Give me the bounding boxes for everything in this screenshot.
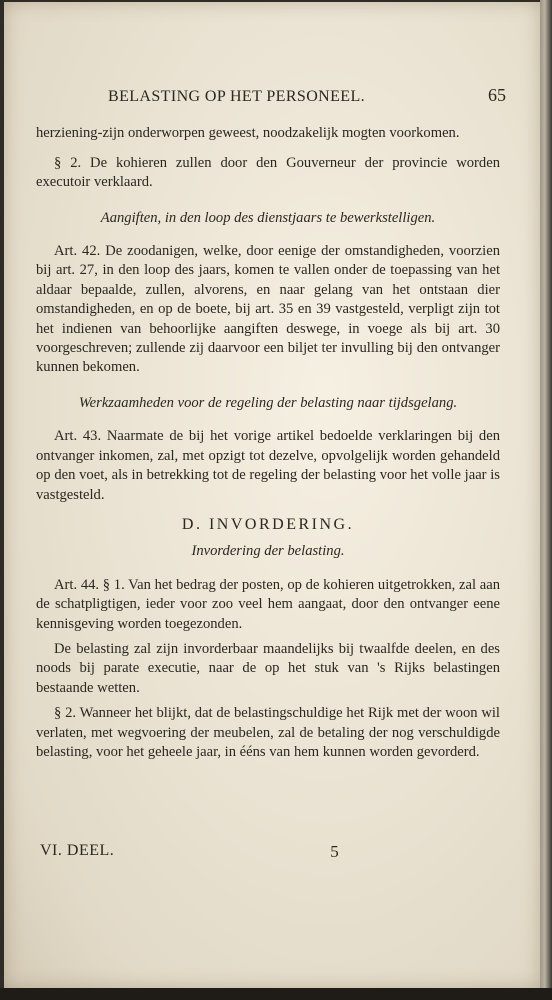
signature-mark: 5 (330, 842, 339, 861)
scan-border (0, 988, 552, 1000)
section-title-invordering: D. INVORDERING. (181, 515, 355, 533)
paragraph-art-42: Art. 42. De zoodanigen, welke, door eenige der omstandigheden, voorzien bij art. 27, in den loop des jaars, komen te vallen onder de toepassing van het aldaar bepaalde, zullen, alvorens, en naar gelang van het ontstaan dier omstandigheden, en op de boete, bij art. 35 en 39 vastgesteld, verpligt zijn tot het indienen van behoorlijke aangiften deswege, in voege als bij art. 30 voorgeschreven; zullende zij daarvoor een biljet ter invulling bij den ontvanger kunnen bekomen. (36, 243, 500, 376)
paragraph-section-2b: § 2. Wanneer het blijkt, dat de belastingschuldige het Rijk met der woon wil verlaten, met wegvoering der meubelen, zal de betaling der nog verschuldigde belasting, voor het geheele jaar, in ééns van hem kunnen worden gevorderd. (36, 705, 500, 760)
paragraph-section-2: § 2. De kohieren zullen door den Gouverneur der provincie worden executoir verklaard. (36, 154, 500, 191)
paragraph-belasting: De belasting zal zijn invorderbaar maandelijks bij twaalfde deelen, en des noods bij parate executie, naar de op het stuk van 's Rijks belastingen bestaande wetten. (36, 640, 500, 696)
signature-line: VI. DEEL. (40, 842, 115, 859)
paragraph-continuation: herziening-zijn onderworpen geweest, noodzakelijk mogten voorkomen. (36, 125, 460, 142)
heading-aangiften: Aangiften, in den loop des dienstjaars te bewerkstelligen. (100, 209, 436, 226)
running-title: BELASTING OP HET PERSONEEL. (108, 88, 366, 105)
page-edge (540, 0, 552, 1000)
page-footer (40, 842, 504, 862)
heading-invordering: Invordering der belasting. (191, 543, 345, 560)
page-text (36, 85, 506, 762)
running-head (36, 85, 506, 106)
heading-werkzaamheden: Werkzaamheden voor de regeling der belasting naar tijdsgelang. (78, 394, 458, 411)
paragraph-art-43: Art. 43. Naarmate de bij het vorige artikel bedoelde verklaringen bij den ontvanger inkomen, zal, met opzigt tot dezelve, opvolgelijk worden gehandeld op den voet, als in betrekking tot de regeling der belasting voor het volle jaar is vastgesteld. (36, 428, 500, 503)
paragraph-art-44: Art. 44. § 1. Van het bedrag der posten, op de kohieren uitgetrokken, zal aan de schatpligtigen, ieder voor zoo veel hem aangaat, door den ontvanger eene kennisgeving worden toegezonden. (36, 576, 500, 632)
book-page (4, 2, 540, 988)
page-number: 65 (488, 85, 506, 105)
